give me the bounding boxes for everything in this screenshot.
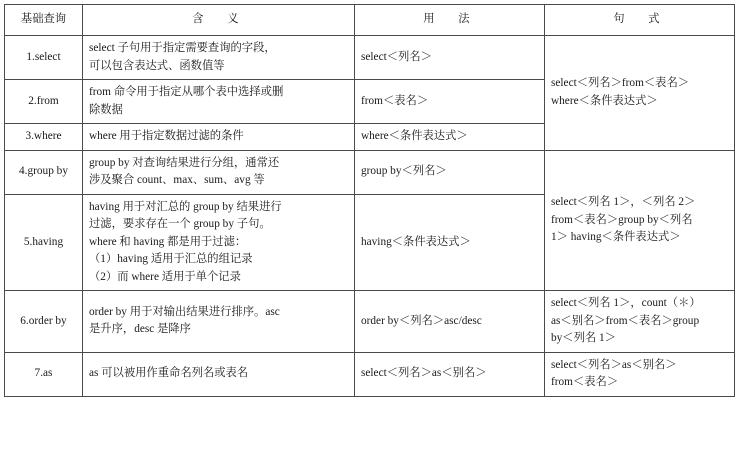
syntax-line: select＜列名 1＞，＜列名 2＞ bbox=[551, 196, 696, 208]
row-usage-having: having＜条件表达式＞ bbox=[355, 194, 545, 291]
syntax-line: select＜列名 1＞，count（＊） bbox=[551, 297, 701, 309]
meaning-line: 涉及聚合 count、max、sum、avg 等 bbox=[89, 174, 265, 186]
row-key-select: 1.select bbox=[5, 36, 83, 80]
row-usage-where: where＜条件表达式＞ bbox=[355, 124, 545, 151]
table-header-row bbox=[5, 5, 735, 36]
meaning-line: having 用于对汇总的 group by 结果进行 bbox=[89, 200, 282, 213]
row-usage-select: select＜列名＞ bbox=[355, 36, 545, 80]
row-key-where: 3.where bbox=[5, 124, 83, 151]
meaning-line: group by 对查询结果进行分组，通常还 bbox=[89, 156, 280, 169]
meaning-line: 是升序，desc 是降序 bbox=[89, 323, 191, 336]
meaning-line: where 和 having 都是用于过滤： bbox=[89, 235, 247, 248]
meaning-line: 可以包含表达式、函数值等 bbox=[89, 59, 225, 72]
row-key-group-by: 4.group by bbox=[5, 150, 83, 194]
syntax-group-1 bbox=[545, 36, 735, 151]
syntax-group-3 bbox=[545, 291, 735, 353]
table-body bbox=[5, 36, 735, 397]
meaning-line: （1）having 适用于汇总的组记录 bbox=[89, 253, 253, 265]
meaning-line: select 子句用于指定需要查询的字段， bbox=[89, 42, 276, 54]
meaning-line: （2）而 where 适用于单个记录 bbox=[89, 270, 241, 283]
row-key-order-by: 6.order by bbox=[5, 291, 83, 353]
column-header-basic-query: 基础查询 bbox=[5, 5, 83, 36]
syntax-line: where＜条件表达式＞ bbox=[551, 94, 658, 107]
row-meaning-group-by bbox=[83, 150, 355, 194]
row-meaning-where: where 用于指定数据过滤的条件 bbox=[83, 124, 355, 151]
row-usage-order-by: order by＜列名＞asc/desc bbox=[355, 291, 545, 353]
row-usage-group-by: group by＜列名＞ bbox=[355, 150, 545, 194]
column-header-usage: 用 法 bbox=[355, 5, 545, 36]
meaning-line: order by 用于对输出结果进行排序。asc bbox=[89, 305, 280, 318]
syntax-line: by＜列名 1＞ bbox=[551, 332, 616, 344]
syntax-line: from＜表名＞ bbox=[551, 376, 619, 388]
meaning-line: from 命令用于指定从哪个表中选择或删 bbox=[89, 86, 284, 98]
table-row bbox=[5, 150, 735, 194]
column-header-meaning: 含 义 bbox=[83, 5, 355, 36]
row-usage-as: select＜列名＞as＜别名＞ bbox=[355, 352, 545, 396]
syntax-group-2 bbox=[545, 150, 735, 291]
column-header-syntax: 句 式 bbox=[545, 5, 735, 36]
row-meaning-from bbox=[83, 80, 355, 124]
row-meaning-order-by bbox=[83, 291, 355, 353]
sql-basic-query-table bbox=[4, 4, 735, 397]
syntax-line: from＜表名＞group by＜列名 bbox=[551, 213, 693, 226]
syntax-line: 1＞ having＜条件表达式＞ bbox=[551, 231, 681, 243]
row-usage-from: from＜表名＞ bbox=[355, 80, 545, 124]
table-row bbox=[5, 291, 735, 353]
row-meaning-having bbox=[83, 194, 355, 291]
table-header bbox=[5, 5, 735, 36]
row-meaning-select bbox=[83, 36, 355, 80]
meaning-line: 过滤，要求存在一个 group by 子句。 bbox=[89, 218, 271, 230]
row-key-from: 2.from bbox=[5, 80, 83, 124]
table-row bbox=[5, 352, 735, 396]
table-row bbox=[5, 36, 735, 80]
syntax-line: select＜列名＞from＜表名＞ bbox=[551, 77, 690, 90]
meaning-line: 除数据 bbox=[89, 103, 123, 116]
row-key-as: 7.as bbox=[5, 352, 83, 396]
syntax-line: as＜别名＞from＜表名＞group bbox=[551, 314, 700, 327]
row-key-having: 5.having bbox=[5, 194, 83, 291]
row-meaning-as: as 可以被用作重命名列名或表名 bbox=[83, 352, 355, 396]
syntax-group-4 bbox=[545, 352, 735, 396]
syntax-line: select＜列名＞as＜别名＞ bbox=[551, 358, 677, 371]
